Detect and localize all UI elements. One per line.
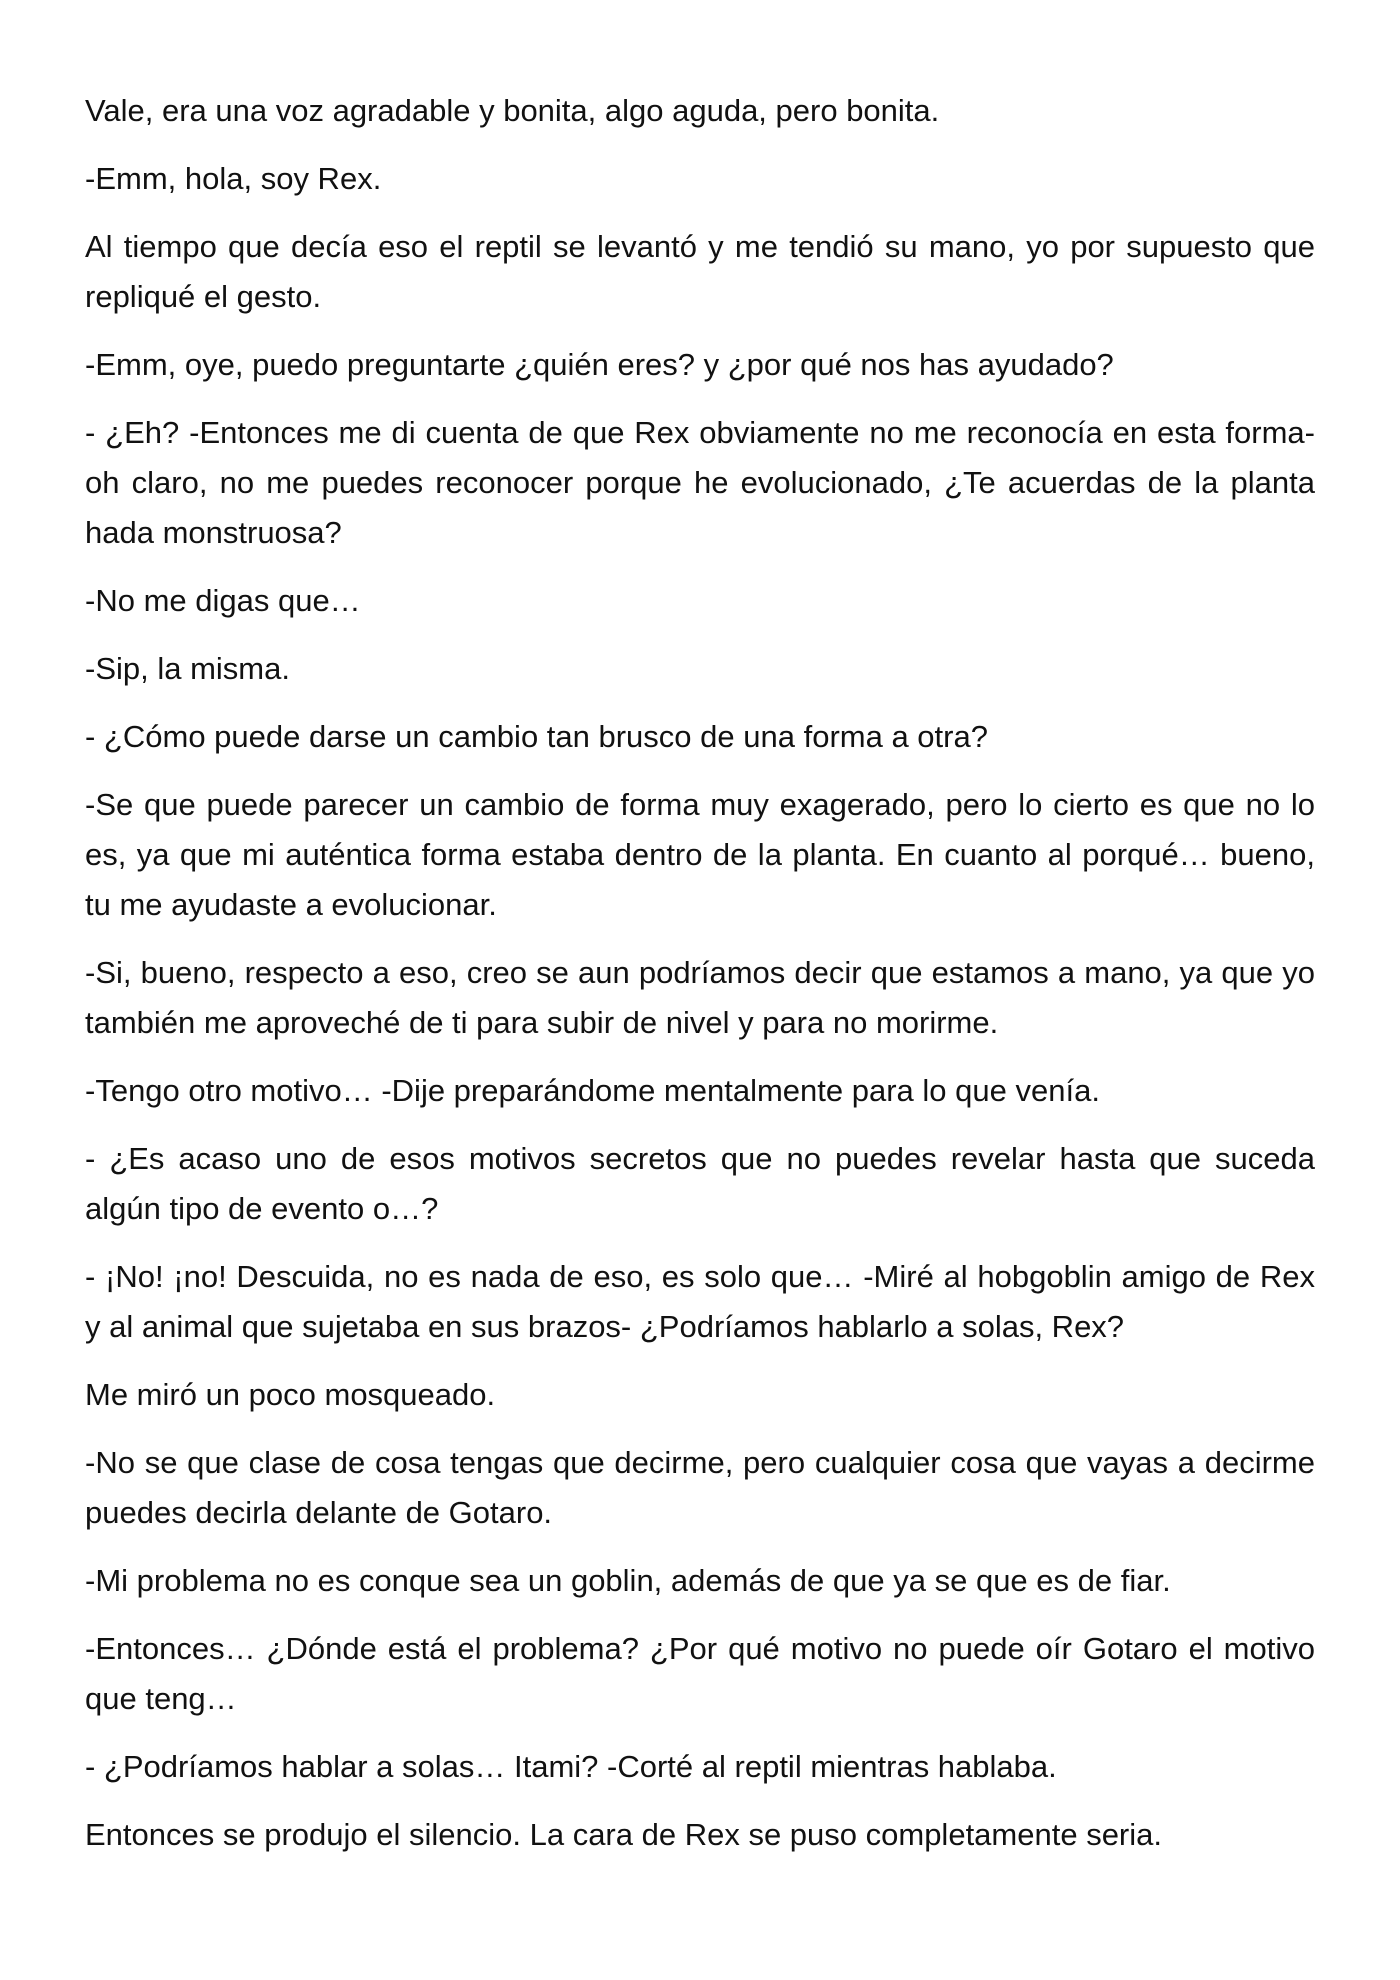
paragraph: - ¿Eh? -Entonces me di cuenta de que Rex obviamente no me reconocía en esta forma- oh claro, no me puedes reconocer porque he evolucionado, ¿Te acuerdas de la planta hada monstruosa? — [85, 415, 1315, 550]
paragraph: -No se que clase de cosa tengas que decirme, pero cualquier cosa que vayas a decirme puedes decirla delante de Gotaro. — [85, 1445, 1315, 1530]
paragraph: Al tiempo que decía eso el reptil se levantó y me tendió su mano, yo por supuesto que repliqué el gesto. — [85, 229, 1315, 314]
paragraph: -Tengo otro motivo… -Dije preparándome mentalmente para lo que venía. — [85, 1073, 1100, 1108]
paragraph: - ¿Cómo puede darse un cambio tan brusco de una forma a otra? — [85, 719, 988, 754]
paragraph: -Emm, oye, puedo preguntarte ¿quién eres? y ¿por qué nos has ayudado? — [85, 347, 1114, 382]
paragraph: Entonces se produjo el silencio. La cara de Rex se puso completamente seria. — [85, 1817, 1162, 1852]
paragraph: -Sip, la misma. — [85, 651, 290, 686]
paragraph: - ¡No! ¡no! Descuida, no es nada de eso, es solo que… -Miré al hobgoblin amigo de Rex y al animal que sujetaba en sus brazos- ¿Podríamos hablarlo a solas, Rex? — [85, 1259, 1315, 1344]
paragraph: - ¿Es acaso uno de esos motivos secretos que no puedes revelar hasta que suceda algún tipo de evento o…? — [85, 1141, 1315, 1226]
paragraph: Me miró un poco mosqueado. — [85, 1377, 496, 1412]
paragraph: -No me digas que… — [85, 583, 361, 618]
paragraph: - ¿Podríamos hablar a solas… Itami? -Corté al reptil mientras hablaba. — [85, 1749, 1057, 1784]
paragraph: -Emm, hola, soy Rex. — [85, 161, 382, 196]
document-page — [85, 86, 1315, 1878]
paragraph: Vale, era una voz agradable y bonita, algo aguda, pero bonita. — [85, 93, 940, 128]
paragraph: -Entonces… ¿Dónde está el problema? ¿Por qué motivo no puede oír Gotaro el motivo que teng… — [85, 1631, 1315, 1716]
paragraph: -Se que puede parecer un cambio de forma muy exagerado, pero lo cierto es que no lo es, ya que mi auténtica forma estaba dentro de la planta. En cuanto al porqué… bueno, tu me ayudaste a evolucionar. — [85, 787, 1315, 922]
paragraph: -Si, bueno, respecto a eso, creo se aun podríamos decir que estamos a mano, ya que yo también me aproveché de ti para subir de nivel y para no morirme. — [85, 955, 1315, 1040]
paragraph: -Mi problema no es conque sea un goblin, además de que ya se que es de fiar. — [85, 1563, 1171, 1598]
